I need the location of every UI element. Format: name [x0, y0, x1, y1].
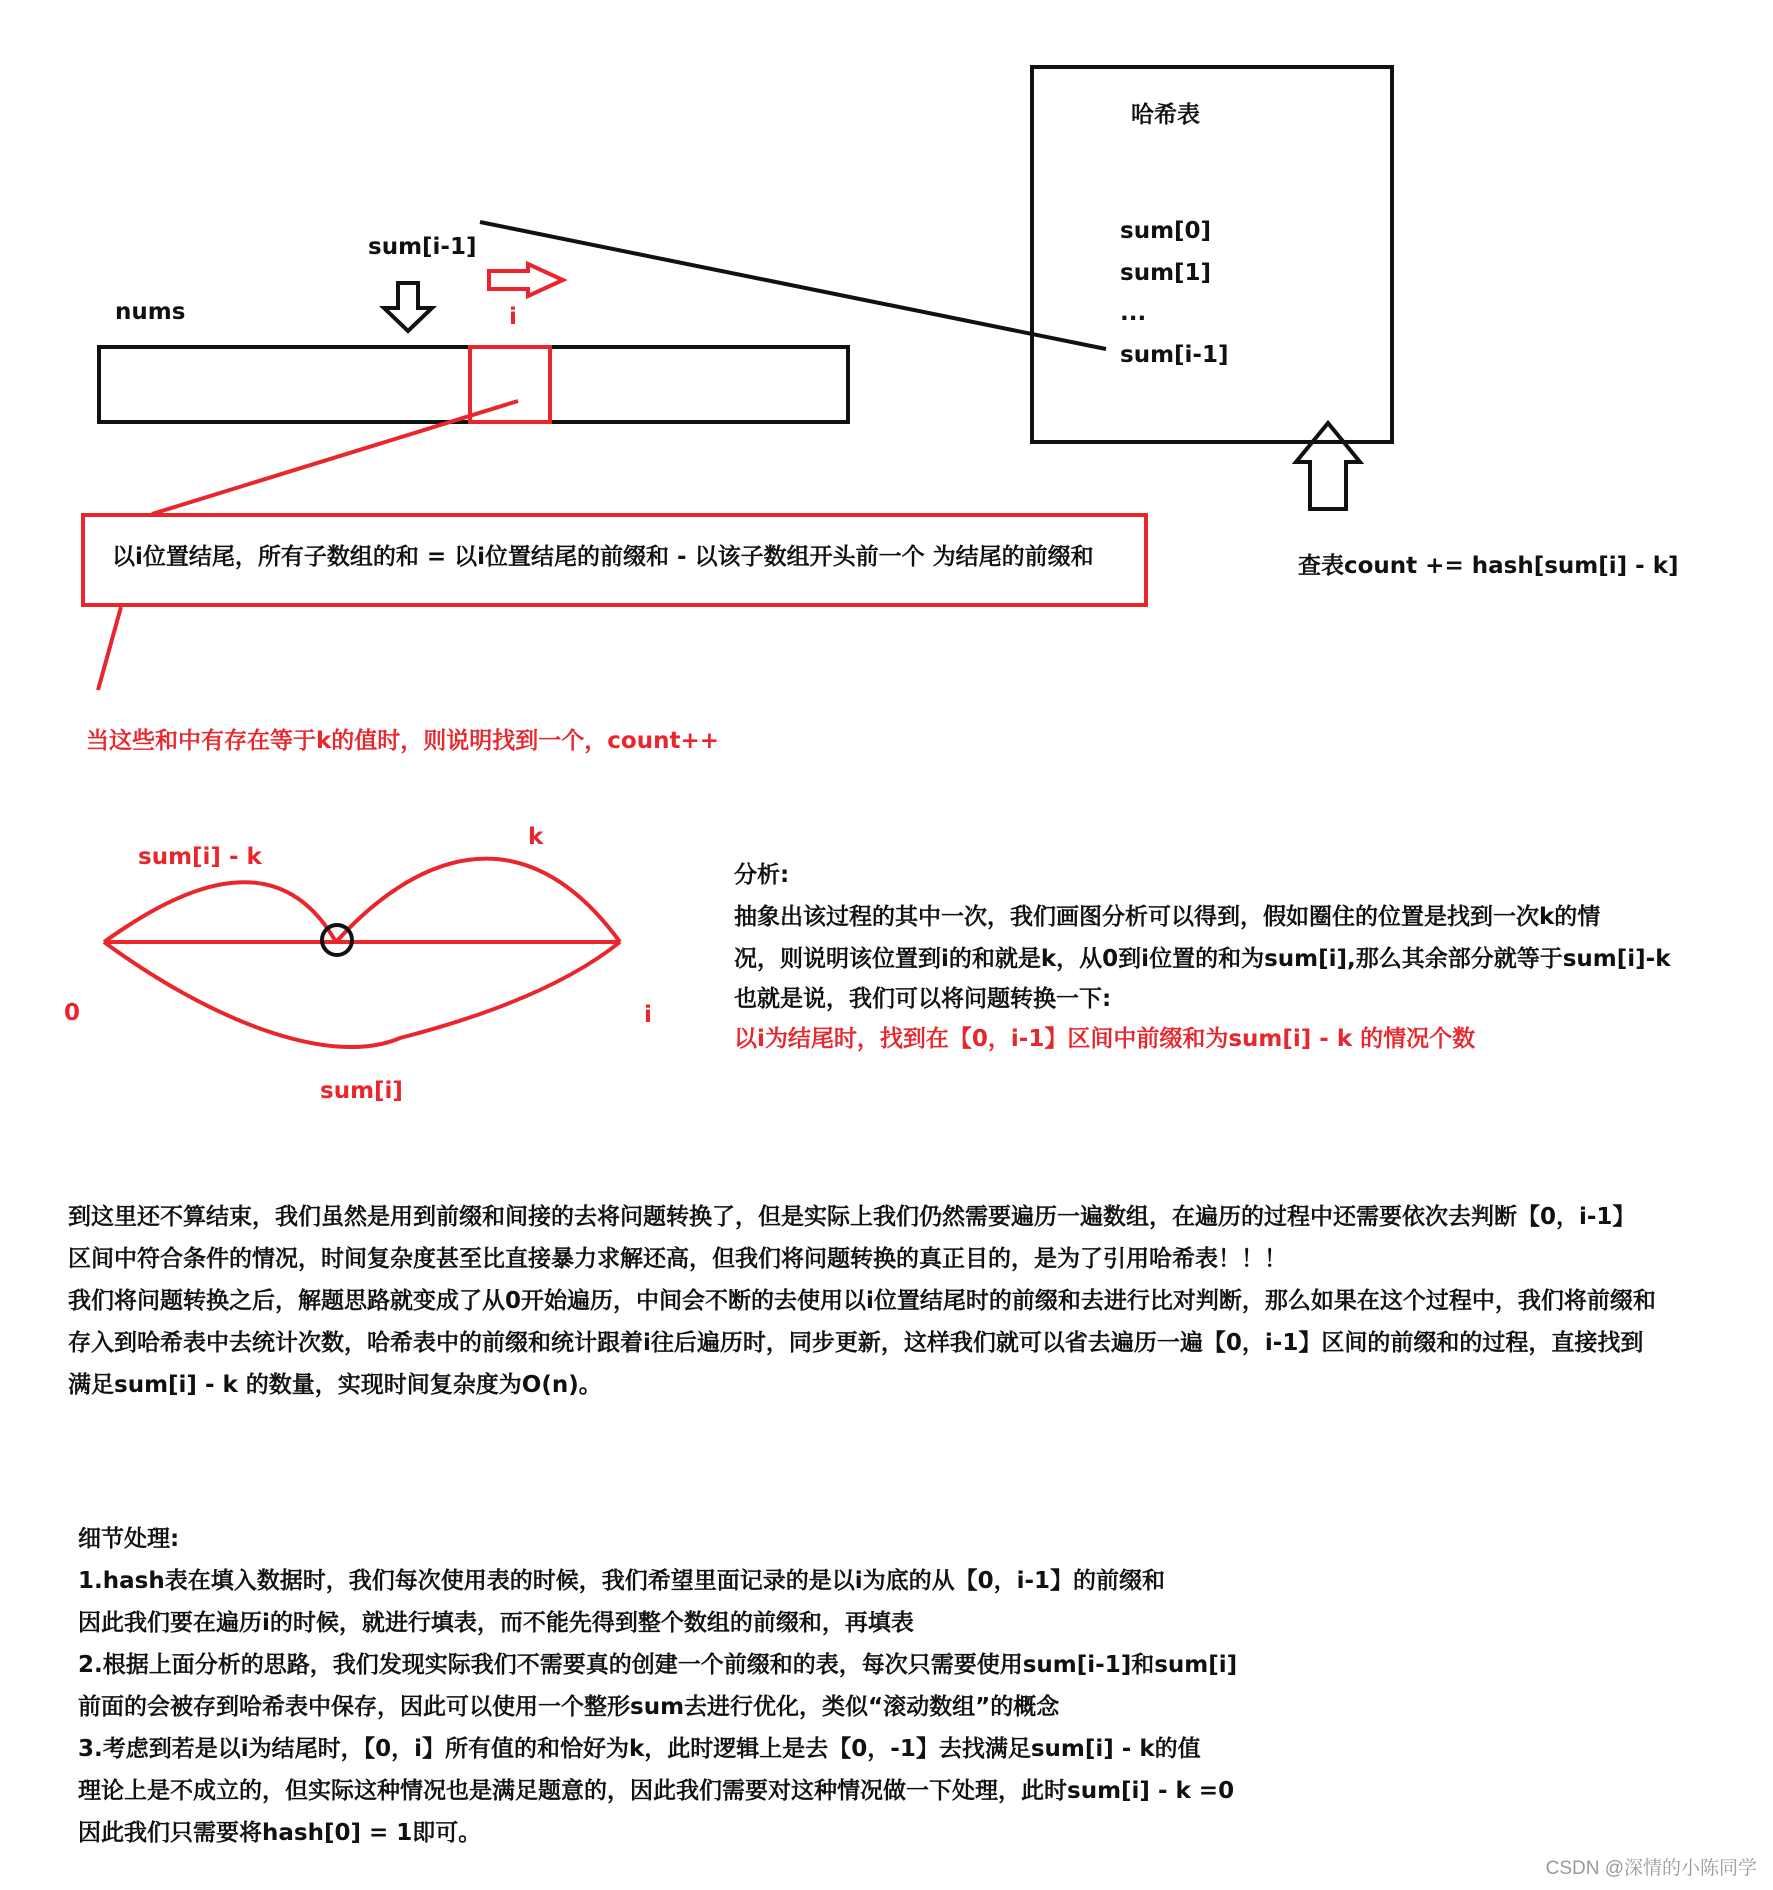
- down-arrow-icon: [384, 283, 432, 331]
- curve-k: [336, 859, 620, 942]
- connector-line: [480, 222, 1106, 349]
- details-line: 理论上是不成立的，但实际这种情况也是满足题意的，因此我们需要对这种情况做一下处理，此时sum[i] - k =0: [78, 1778, 1235, 1804]
- analysis-line: 抽象出该过程的其中一次，我们画图分析可以得到，假如圈住的位置是找到一次k的情: [734, 904, 1601, 930]
- analysis-line: 况，则说明该位置到i的和就是k，从0到i位置的和为sum[i],那么其余部分就等于sum[i]-k: [734, 946, 1671, 972]
- up-arrow-icon: [1296, 423, 1360, 509]
- label-sum-minus-k: sum[i] - k: [138, 844, 262, 870]
- details-line: 因此我们只需要将hash[0] = 1即可。: [78, 1820, 482, 1846]
- details-section: [78, 1518, 1237, 1854]
- details-line: 前面的会被存到哈希表中保存，因此可以使用一个整形sum去进行优化，类似“滚动数组”的概念: [78, 1694, 1060, 1720]
- lookup-text: 查表count += hash[sum[i] - k]: [1298, 553, 1679, 579]
- analysis-title: 分析:: [734, 862, 790, 888]
- hash-entry: sum[i-1]: [1120, 342, 1229, 368]
- label-i: i: [644, 1002, 652, 1028]
- details-title: 细节处理:: [78, 1526, 180, 1552]
- details-line: 2.根据上面分析的思路，我们发现实际我们不需要真的创建一个前缀和的表，每次只需要使用sum[i-1]和sum[i]: [78, 1652, 1238, 1678]
- curve-sum-i: [104, 942, 620, 1047]
- details-line: 3.考虑到若是以i为结尾时，【0，i】所有值的和恰好为k，此时逻辑上是去【0，-1】去找满足sum[i] - k的值: [78, 1736, 1201, 1762]
- watermark: CSDN @深情的小陈同学: [1545, 1858, 1757, 1879]
- paragraph-line: 满足sum[i] - k 的数量，实现时间复杂度为O(n)。: [68, 1372, 602, 1398]
- conclusion-text: 当这些和中有存在等于k的值时，则说明找到一个，count++: [86, 728, 720, 754]
- analysis-highlight: 以i为结尾时，找到在【0，i-1】区间中前缀和为sum[i] - k 的情况个数: [734, 1026, 1476, 1052]
- details-line: 因此我们要在遍历i的时候，就进行填表，而不能先得到整个数组的前缀和，再填表: [78, 1610, 914, 1636]
- paragraph-line: 存入到哈希表中去统计次数，哈希表中的前缀和统计跟着i往后遍历时，同步更新，这样我们就可以省去遍历一遍【0，i-1】区间的前缀和的过程，直接找到: [68, 1330, 1644, 1356]
- red-pointer-line: [152, 401, 518, 514]
- index-label: i: [509, 304, 517, 330]
- details-line: 1.hash表在填入数据时，我们每次使用表的时候，我们希望里面记录的是以i为底的从【0，i-1】的前缀和: [78, 1568, 1166, 1594]
- explanation-paragraph: [68, 1196, 1656, 1406]
- paragraph-line: 我们将问题转换之后，解题思路就变成了从0开始遍历，中间会不断的去使用以i位置结尾时的前缀和去进行比对判断，那么如果在这个过程中，我们将前缀和: [68, 1288, 1656, 1314]
- red-conclusion-line: [98, 607, 121, 690]
- label-sum-i: sum[i]: [320, 1078, 403, 1104]
- paragraph-line: 到这里还不算结束，我们虽然是用到前缀和间接的去将问题转换了，但是实际上我们仍然需要遍历一遍数组，在遍历的过程中还需要依次去判断【0，i-1】: [68, 1204, 1636, 1230]
- hash-table-box: [1032, 67, 1392, 442]
- label-k: k: [528, 824, 544, 850]
- curve-sum-minus-k: [104, 882, 336, 942]
- hash-entry-ellipsis: ...: [1120, 300, 1147, 326]
- formula-text: 以i位置结尾，所有子数组的和 = 以i位置结尾的前缀和 - 以该子数组开头前一个 为结尾的前缀和: [112, 544, 1094, 570]
- hash-entry: sum[0]: [1120, 218, 1212, 244]
- analysis-line: 也就是说，我们可以将问题转换一下:: [734, 986, 1112, 1012]
- right-arrow-icon: [489, 264, 563, 296]
- paragraph-line: 区间中符合条件的情况，时间复杂度甚至比直接暴力求解还高，但我们将问题转换的真正目的，是为了引用哈希表！！！: [68, 1246, 1287, 1272]
- hash-table-title: 哈希表: [1131, 102, 1200, 128]
- pointer-label: sum[i-1]: [368, 234, 477, 260]
- hash-entry: sum[1]: [1120, 260, 1212, 286]
- nums-array-bar: [99, 347, 848, 422]
- label-zero: 0: [64, 1000, 81, 1026]
- nums-label: nums: [115, 299, 186, 325]
